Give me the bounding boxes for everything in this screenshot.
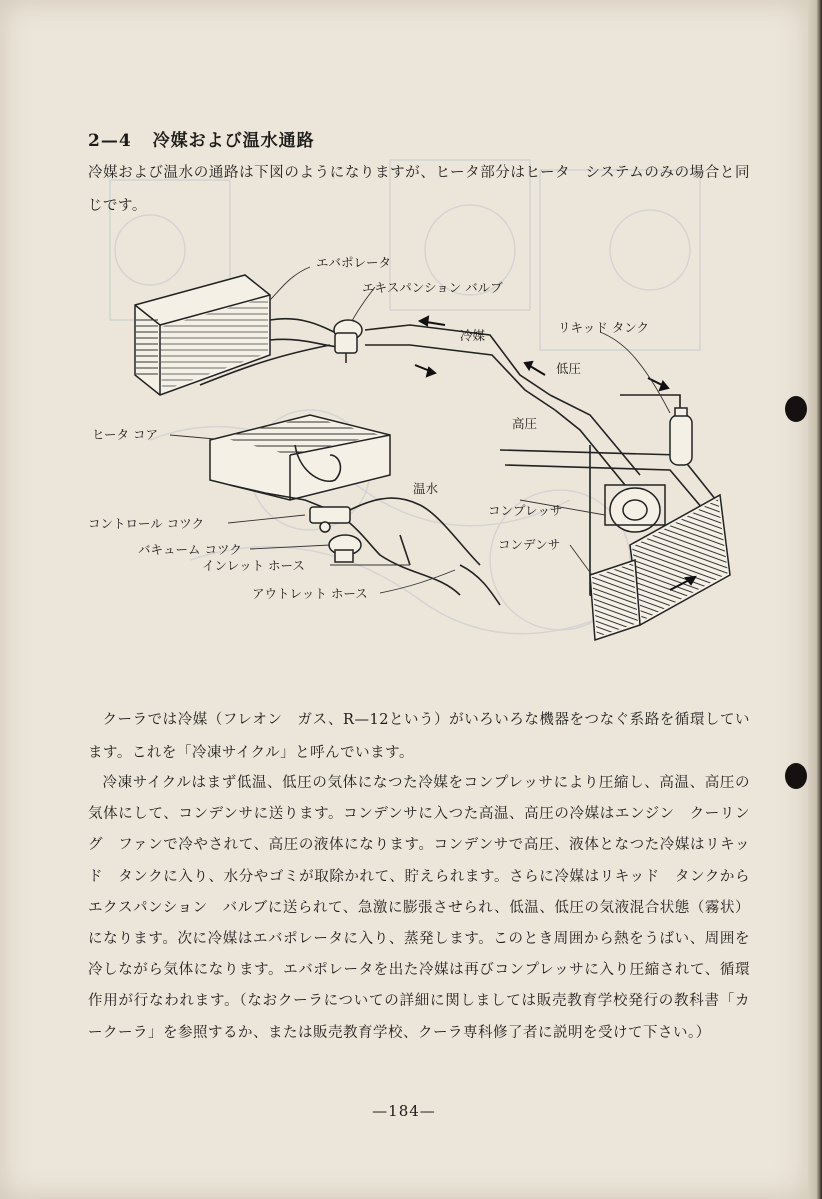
page-number: —184— [372, 1102, 436, 1120]
refrigerant-hot-water-diagram [80, 245, 760, 685]
label-vacuum-cock: バキューム コツク [138, 542, 242, 557]
label-evaporator: エバポレータ [316, 255, 392, 270]
page-edge [808, 0, 822, 1199]
expansion-valve [334, 320, 362, 363]
evaporator-unit [135, 275, 270, 395]
label-condenser: コンデンサ [498, 537, 561, 552]
body-paragraph-2: 冷凍サイクルはまず低温、低圧の気体になつた冷媒をコンプレッサにより圧縮し、高温、高圧の気体にして、コンデンサに送ります。コンデンサに入つた高温、高圧の冷媒はエンジン クーリング ファンで冷やされて、高圧の液体になります。コンデンサで高圧、液体となつた冷媒はリキッド タンクに入り、水分やゴミが取除かれて、貯えられます。さらに冷媒はリキッド タンクからエクスパンション バルブに送られて、急激に膨張させられ、低温、低圧の気液混合状態（霧状）になります。次に冷媒はエバポレータに入り、蒸発します。このとき周囲から熱をうばい、周囲を冷しながら気体になります。エバポレータを出た冷媒は再びコンプレッサに入り圧縮されて、循環作用が行なわれます。（なおクーラについての詳細に関しましては販売教育学校発行の教科書「カークーラ」を参照するか、または販売教育学校、クーラ専科修了者に説明を受けて下さい。） [88, 775, 750, 1041]
body-paragraph-1: クーラでは冷媒（フレオン ガス、R—12という）がいろいろな機器をつなぐ系路を循環しています。これを「冷凍サイクル」と呼んでいます。 [88, 712, 750, 761]
binder-hole-bottom [785, 763, 807, 789]
label-inlet-hose: インレット ホース [202, 558, 305, 573]
label-high-pressure: 高圧 [512, 416, 538, 431]
compressor [605, 485, 665, 532]
label-low-pressure: 低圧 [556, 361, 582, 376]
section-heading [88, 126, 315, 151]
label-refrigerant: 冷媒 [460, 328, 486, 343]
liquid-tank [670, 408, 692, 465]
section-number: 2—4 [88, 131, 132, 151]
label-control-cock: コントロール コツク [88, 516, 205, 531]
label-outlet-hose: アウトレット ホース [252, 586, 368, 601]
label-liquid-tank: リキッド タンク [558, 320, 649, 335]
intro-paragraph: 冷媒および温水の通路は下図のようになりますが、ヒータ部分はヒータ システムのみの場合と同じです。 [88, 165, 750, 214]
control-cock [310, 507, 350, 532]
label-heater-core: ヒータ コア [92, 427, 158, 442]
binder-hole-top [785, 396, 807, 422]
label-hot-water: 温水 [413, 481, 439, 496]
vacuum-cock [329, 535, 361, 562]
label-compressor: コンプレッサ [488, 503, 563, 518]
section-title: 冷媒および温水通路 [152, 131, 315, 151]
label-expansion-valve: エキスパンション バルブ [362, 280, 503, 295]
